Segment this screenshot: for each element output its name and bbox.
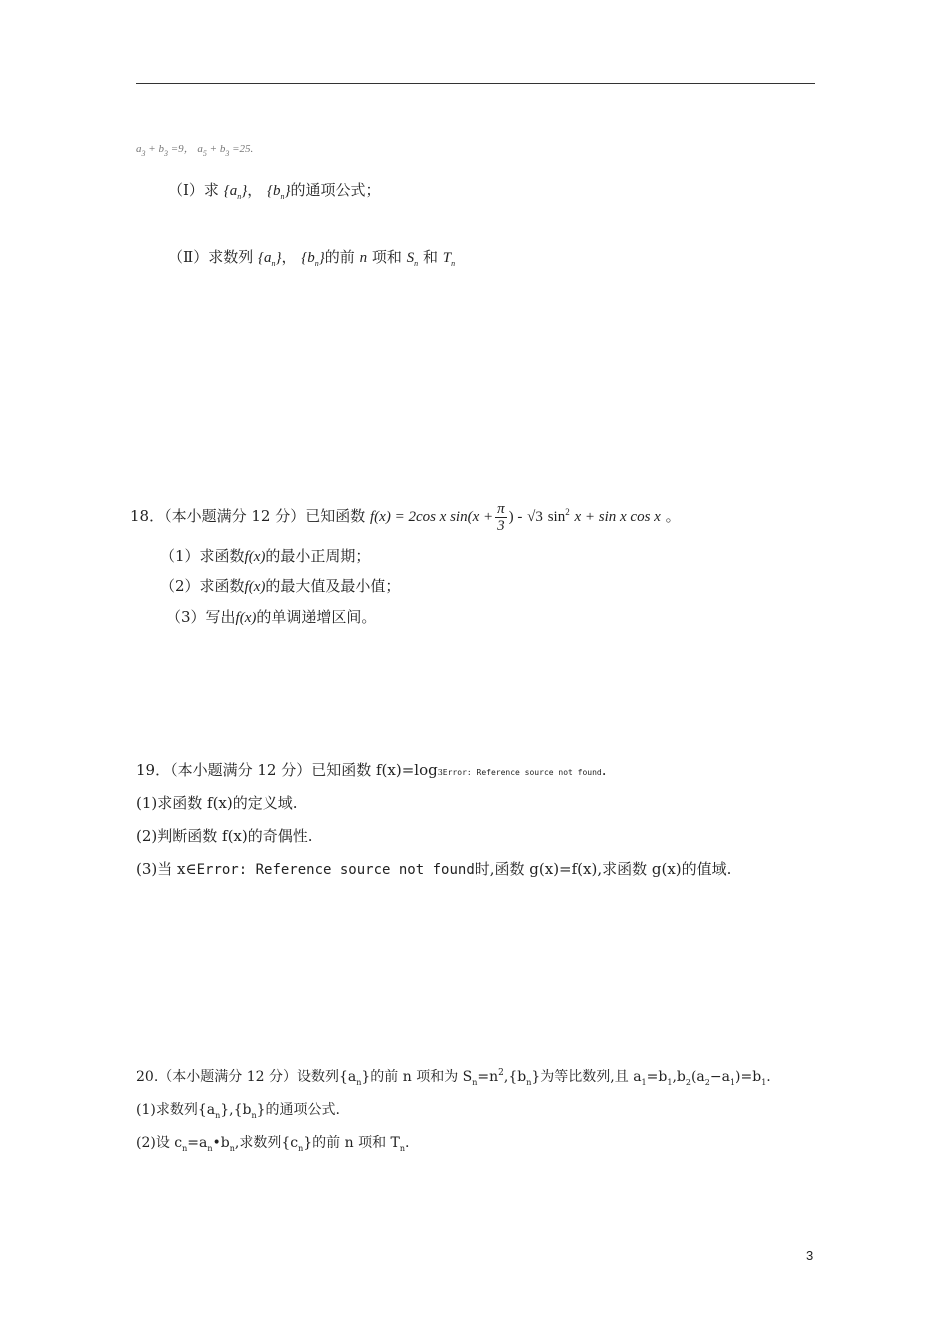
q19-part1: (1)求函数 f(x)的定义域. [136,794,298,812]
q20-part1: (1)求数列$\{a_n\},\{b_n\}$的通项公式. [136,1102,340,1120]
q19-part2: (2)判断函数 f(x)的奇偶性. [136,827,313,845]
q18-part3: （3）写出f(x)的单调递增区间。 [166,608,377,626]
q19-stem: 19．（本小题满分 12 分）已知函数 f(x)=log3Error: Reference source not found. [136,761,607,779]
header-rule [136,83,815,84]
q18-stem: 18．（本小题满分 12 分）已知函数 f(x) = 2cos x sin(x + $\frac{\pi}{3}$ ) - √3 $\sin^2 x + \sin x$ cos x 。 [130,500,681,534]
q18-part2: （2）求函数f(x)的最大值及最小值； [160,577,401,595]
q17-condition: $a_3 + b_3 =9$， $a_5 + b_3 =25$. [136,143,254,158]
q19-part3: (3)当 x∈Error: Reference source not found时,函数 g(x)=f(x),求函数 g(x)的值域. [136,860,732,878]
q17-part2: （Ⅱ）求数列 $\{a_n\}$， $\{b_n\}$的前 n 项和 $S_n$ 和 $T_n$ [168,248,456,268]
q18-part1: （1）求函数f(x)的最小正周期； [160,547,371,565]
pi-over-3-fraction: $\frac{\pi}{3}$ [497,500,505,534]
q17-part1: （Ⅰ）求 $\{a_n\}$， $\{b_n\}$的通项公式； [168,181,381,201]
q20-part2: (2)设 $c_n=a_n•b_n$,求数列$\{c_n\}$的前 n 项和 $T_n$. [136,1135,410,1153]
q20-stem: 20.（本小题满分 12 分）设数列$\{a_n\}$的前 n 项和为 $S_n=n^2,\{b_n\}$为等比数列,且 $a_1=b_1,b_2(a_2-a_1)=b_1$. [136,1068,771,1087]
page-number: 3 [806,1248,814,1263]
